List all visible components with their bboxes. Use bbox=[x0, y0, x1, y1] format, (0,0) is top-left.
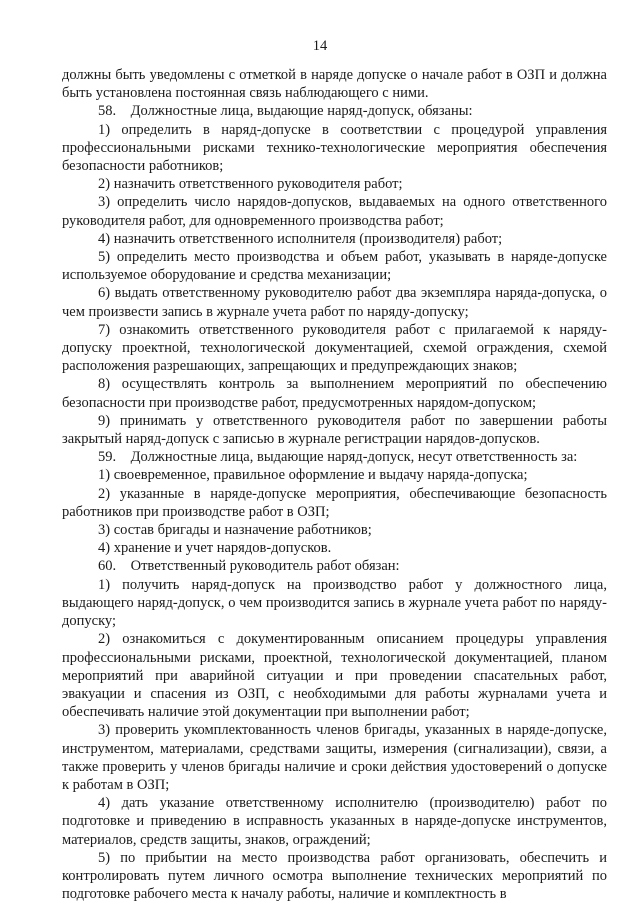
paragraph-60-item-3: 3) проверить укомплектованность членов бригады, указанных в наряде-допуске, инструментом, материалами, средствами защиты, измерения (сигнализации), связи, а также проверить у членов бригады наличие и сроки действия удостоверений о допуске к работам в ОЗП; bbox=[62, 722, 607, 793]
paragraph-58-item-3: 3) определить число нарядов-допусков, выдаваемых на одного ответственного руководителя работ, для одновременного производства работ; bbox=[62, 194, 607, 229]
paragraph-58-item-2: 2) назначить ответственного руководителя работ; bbox=[98, 176, 403, 193]
paragraph-58-item-8: 8) осуществлять контроль за выполнением мероприятий по обеспечению безопасности при производстве работ, предусмотренных нарядом-допуском; bbox=[62, 376, 607, 411]
paragraph-clause-58: 58. Должностные лица, выдающие наряд-допуск, обязаны: bbox=[98, 103, 473, 120]
paragraph-clause-59: 59. Должностные лица, выдающие наряд-допуск, несут ответственность за: bbox=[98, 449, 578, 466]
page-number: 14 bbox=[312, 38, 328, 54]
paragraph-58-item-5: 5) определить место производства и объем работ, указывать в наряде-допуске используемое оборудование и средства механизации; bbox=[62, 249, 607, 284]
paragraph-58-item-4: 4) назначить ответственного исполнителя (производителя) работ; bbox=[98, 230, 503, 247]
paragraph-60-item-5: 5) по прибытии на место производства работ организовать, обеспечить и контролировать путем личного осмотра выполнение технических мероприятий по подготовке рабочего места к началу работы, наличие и комплектность в bbox=[62, 849, 607, 903]
paragraph-60-item-4: 4) дать указание ответственному исполнителю (производителю) работ по подготовке и приведению в исправность указанных в наряде-допуске инструментов, материалов, средств защиты, знаков, ограждений; bbox=[62, 795, 607, 848]
paragraph-59-item-2: 2) указанные в наряде-допуске мероприятия, обеспечивающие безопасность работников при производстве работ в ОЗП; bbox=[62, 485, 607, 520]
paragraph-58-item-9: 9) принимать у ответственного руководителя работ по завершении работы закрытый наряд-допуск с записью в журнале регистрации нарядов-допусков. bbox=[62, 412, 607, 448]
paragraph-58-item-1: 1) определить в наряд-допуске в соответствии с процедурой управления профессиональными рисками технико-технологические мероприятия обеспечения безопасности работников; bbox=[62, 121, 607, 175]
paragraph-continuation: должны быть уведомлены с отметкой в наряде допуске о начале работ в ОЗП и должна быть установлена постоянная связь наблюдающего с ними. bbox=[62, 67, 607, 102]
paragraph-60-item-2: 2) ознакомиться с документированным описанием процедуры управления профессиональными рисками, проектной, технологической документацией, планом мероприятий при аварийной ситуации и при проведении спасательных работ, эвакуации и спасения из ОЗП, с необходимыми для работы журналами учета и обеспечивать наличие этой документации при выполнении работ; bbox=[62, 631, 607, 721]
paragraph-59-item-3: 3) состав бригады и назначение работников; bbox=[98, 522, 372, 539]
body-text bbox=[62, 66, 607, 903]
paragraph-60-item-1: 1) получить наряд-допуск на производство работ у должностного лица, выдающего наряд-допуск, о чем производится запись в журнале учета работ по наряду-допуску; bbox=[62, 576, 607, 630]
paragraph-59-item-1: 1) своевременное, правильное оформление и выдачу наряда-допуска; bbox=[98, 467, 528, 484]
paragraph-58-item-7: 7) ознакомить ответственного руководителя работ с прилагаемой к наряду-допуску проектной, технологической документацией, схемой ограждения, схемой расположения разрешающих, запрещающих и предупреждающих знаков; bbox=[62, 321, 607, 375]
paragraph-58-item-6: 6) выдать ответственному руководителю работ два экземпляра наряда-допуска, о чем произвести запись в журнале учета работ по наряду-допуску; bbox=[62, 285, 607, 320]
paragraph-clause-60: 60. Ответственный руководитель работ обязан: bbox=[98, 558, 400, 575]
paragraph-59-item-4: 4) хранение и учет нарядов-допусков. bbox=[98, 540, 332, 557]
